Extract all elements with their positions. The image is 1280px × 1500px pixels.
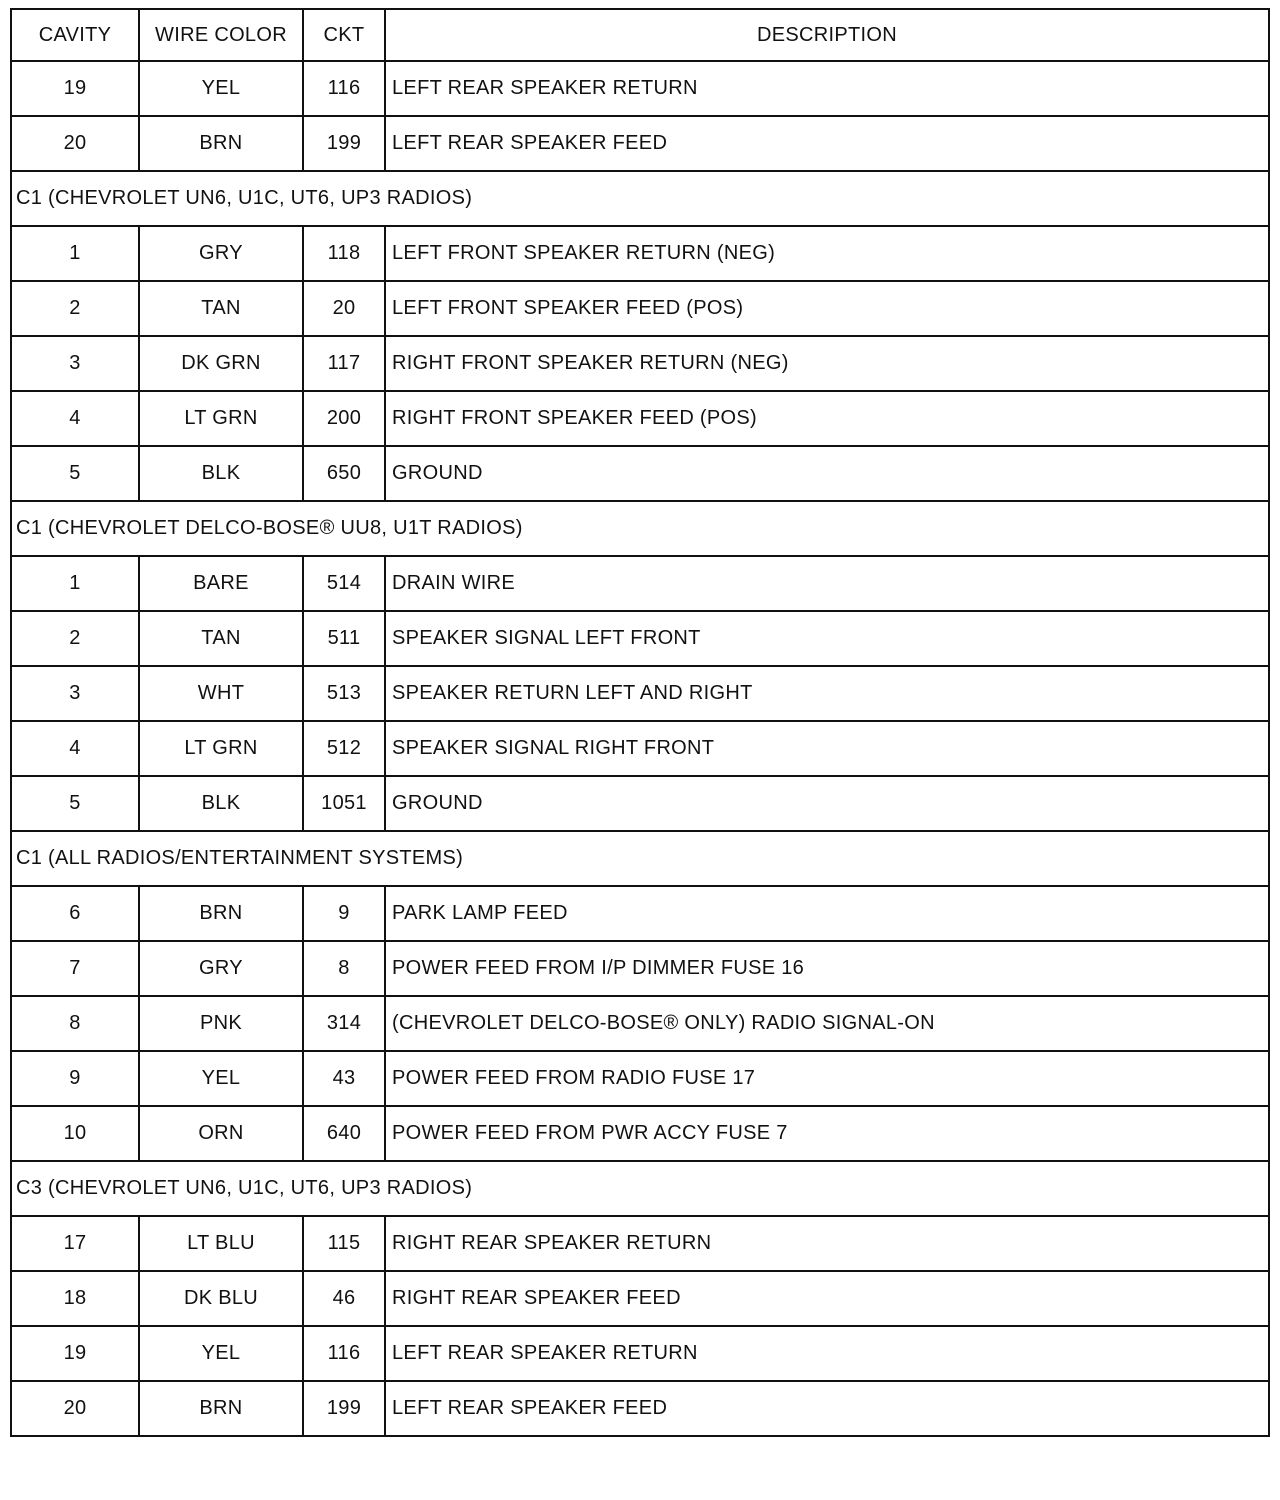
table-row: [11, 226, 1269, 281]
wire-color-cell: WHT: [139, 666, 303, 721]
table-row: [11, 446, 1269, 501]
table-row: [11, 1216, 1269, 1271]
table-row: [11, 61, 1269, 116]
cavity-cell: 3: [11, 336, 139, 391]
section-header-label: C1 (CHEVROLET UN6, U1C, UT6, UP3 RADIOS): [11, 171, 1269, 226]
cavity-cell: 4: [11, 391, 139, 446]
cavity-cell: 5: [11, 776, 139, 831]
ckt-cell: 199: [303, 1381, 385, 1436]
header-description: DESCRIPTION: [385, 9, 1269, 61]
wire-color-cell: YEL: [139, 61, 303, 116]
cavity-cell: 7: [11, 941, 139, 996]
ckt-cell: 43: [303, 1051, 385, 1106]
section-header-row: [11, 831, 1269, 886]
description-cell: LEFT FRONT SPEAKER RETURN (NEG): [385, 226, 1269, 281]
ckt-cell: 9: [303, 886, 385, 941]
cavity-cell: 5: [11, 446, 139, 501]
wire-color-cell: PNK: [139, 996, 303, 1051]
header-ckt: CKT: [303, 9, 385, 61]
cavity-cell: 4: [11, 721, 139, 776]
wire-color-cell: YEL: [139, 1326, 303, 1381]
table-row: [11, 1106, 1269, 1161]
cavity-cell: 3: [11, 666, 139, 721]
cavity-cell: 1: [11, 226, 139, 281]
connector-pinout-table-wrapper: [10, 8, 1268, 1437]
wire-color-cell: TAN: [139, 611, 303, 666]
ckt-cell: 513: [303, 666, 385, 721]
description-cell: (CHEVROLET DELCO-BOSE® ONLY) RADIO SIGNAL-ON: [385, 996, 1269, 1051]
cavity-cell: 17: [11, 1216, 139, 1271]
section-header-row: [11, 501, 1269, 556]
ckt-cell: 511: [303, 611, 385, 666]
table-body: [11, 61, 1269, 1436]
header-wire-color: WIRE COLOR: [139, 9, 303, 61]
ckt-cell: 199: [303, 116, 385, 171]
description-cell: RIGHT FRONT SPEAKER FEED (POS): [385, 391, 1269, 446]
wire-color-cell: DK GRN: [139, 336, 303, 391]
description-cell: SPEAKER SIGNAL LEFT FRONT: [385, 611, 1269, 666]
ckt-cell: 115: [303, 1216, 385, 1271]
wire-color-cell: LT BLU: [139, 1216, 303, 1271]
table-row: [11, 1381, 1269, 1436]
description-cell: LEFT REAR SPEAKER RETURN: [385, 1326, 1269, 1381]
wire-color-cell: GRY: [139, 941, 303, 996]
ckt-cell: 116: [303, 1326, 385, 1381]
ckt-cell: 8: [303, 941, 385, 996]
description-cell: SPEAKER SIGNAL RIGHT FRONT: [385, 721, 1269, 776]
description-cell: GROUND: [385, 776, 1269, 831]
wire-color-cell: BRN: [139, 116, 303, 171]
description-cell: LEFT REAR SPEAKER FEED: [385, 116, 1269, 171]
table-row: [11, 1326, 1269, 1381]
table-row: [11, 391, 1269, 446]
ckt-cell: 1051: [303, 776, 385, 831]
table-row: [11, 611, 1269, 666]
description-cell: POWER FEED FROM PWR ACCY FUSE 7: [385, 1106, 1269, 1161]
table-row: [11, 666, 1269, 721]
table-row: [11, 886, 1269, 941]
cavity-cell: 20: [11, 116, 139, 171]
description-cell: LEFT REAR SPEAKER FEED: [385, 1381, 1269, 1436]
wire-color-cell: LT GRN: [139, 721, 303, 776]
wire-color-cell: DK BLU: [139, 1271, 303, 1326]
wire-color-cell: TAN: [139, 281, 303, 336]
table-row: [11, 721, 1269, 776]
table-row: [11, 996, 1269, 1051]
description-cell: GROUND: [385, 446, 1269, 501]
cavity-cell: 2: [11, 281, 139, 336]
wire-color-cell: LT GRN: [139, 391, 303, 446]
header-row: [11, 9, 1269, 61]
description-cell: RIGHT REAR SPEAKER RETURN: [385, 1216, 1269, 1271]
wire-color-cell: BRN: [139, 886, 303, 941]
ckt-cell: 514: [303, 556, 385, 611]
section-header-label: C3 (CHEVROLET UN6, U1C, UT6, UP3 RADIOS): [11, 1161, 1269, 1216]
cavity-cell: 6: [11, 886, 139, 941]
ckt-cell: 20: [303, 281, 385, 336]
section-header-row: [11, 1161, 1269, 1216]
ckt-cell: 650: [303, 446, 385, 501]
table-row: [11, 336, 1269, 391]
cavity-cell: 2: [11, 611, 139, 666]
description-cell: POWER FEED FROM I/P DIMMER FUSE 16: [385, 941, 1269, 996]
ckt-cell: 200: [303, 391, 385, 446]
table-row: [11, 281, 1269, 336]
wire-color-cell: BRN: [139, 1381, 303, 1436]
cavity-cell: 20: [11, 1381, 139, 1436]
wire-color-cell: BLK: [139, 446, 303, 501]
description-cell: PARK LAMP FEED: [385, 886, 1269, 941]
table-row: [11, 556, 1269, 611]
description-cell: LEFT FRONT SPEAKER FEED (POS): [385, 281, 1269, 336]
connector-pinout-table: [10, 8, 1270, 1437]
table-row: [11, 776, 1269, 831]
description-cell: POWER FEED FROM RADIO FUSE 17: [385, 1051, 1269, 1106]
section-header-row: [11, 171, 1269, 226]
ckt-cell: 116: [303, 61, 385, 116]
description-cell: RIGHT FRONT SPEAKER RETURN (NEG): [385, 336, 1269, 391]
cavity-cell: 10: [11, 1106, 139, 1161]
table-row: [11, 1051, 1269, 1106]
ckt-cell: 118: [303, 226, 385, 281]
table-row: [11, 1271, 1269, 1326]
ckt-cell: 512: [303, 721, 385, 776]
ckt-cell: 314: [303, 996, 385, 1051]
ckt-cell: 117: [303, 336, 385, 391]
cavity-cell: 18: [11, 1271, 139, 1326]
ckt-cell: 46: [303, 1271, 385, 1326]
cavity-cell: 19: [11, 61, 139, 116]
cavity-cell: 9: [11, 1051, 139, 1106]
wire-color-cell: BARE: [139, 556, 303, 611]
table-row: [11, 941, 1269, 996]
wire-color-cell: YEL: [139, 1051, 303, 1106]
section-header-label: C1 (ALL RADIOS/ENTERTAINMENT SYSTEMS): [11, 831, 1269, 886]
cavity-cell: 8: [11, 996, 139, 1051]
description-cell: SPEAKER RETURN LEFT AND RIGHT: [385, 666, 1269, 721]
wire-color-cell: BLK: [139, 776, 303, 831]
description-cell: RIGHT REAR SPEAKER FEED: [385, 1271, 1269, 1326]
section-header-label: C1 (CHEVROLET DELCO-BOSE® UU8, U1T RADIOS): [11, 501, 1269, 556]
wire-color-cell: ORN: [139, 1106, 303, 1161]
description-cell: LEFT REAR SPEAKER RETURN: [385, 61, 1269, 116]
header-cavity: CAVITY: [11, 9, 139, 61]
wire-color-cell: GRY: [139, 226, 303, 281]
table-row: [11, 116, 1269, 171]
description-cell: DRAIN WIRE: [385, 556, 1269, 611]
cavity-cell: 19: [11, 1326, 139, 1381]
ckt-cell: 640: [303, 1106, 385, 1161]
cavity-cell: 1: [11, 556, 139, 611]
